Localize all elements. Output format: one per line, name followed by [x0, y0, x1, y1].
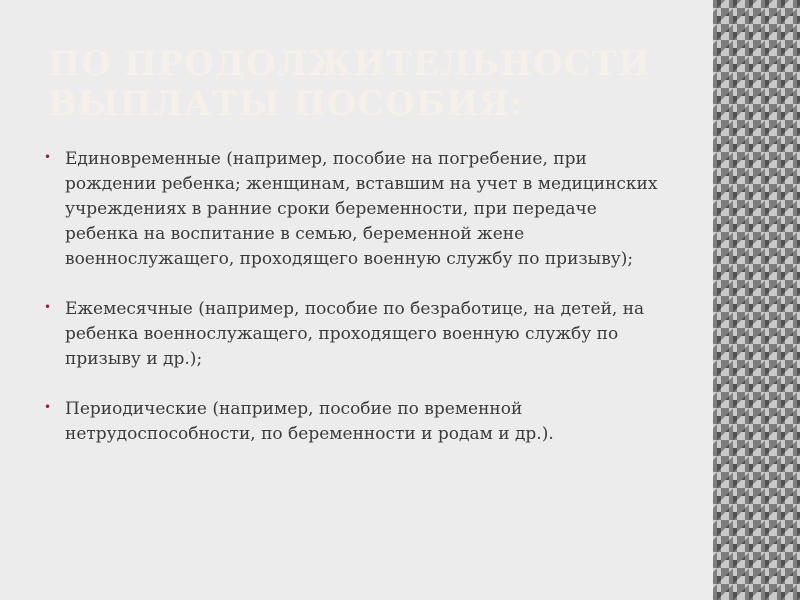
bullet-item-monthly	[44, 297, 664, 372]
bullet-icon: •	[44, 400, 52, 414]
bullet-list	[44, 147, 664, 472]
bullet-item-periodic	[44, 397, 664, 447]
bullet-text: Периодические (например, пособие по временной нетрудоспособности, по беременности и родам и др.).	[65, 399, 554, 444]
bullet-icon: •	[44, 300, 52, 314]
bullet-text: Единовременные (например, пособие на погребение, при рождении ребенка; женщинам, вставшим на учет в медицинских учреждениях в ранние сроки беременности, при передаче ребенка на воспитание в семью, беременной жене военнослужащего, проходящего военную службу по призыву);	[65, 149, 658, 269]
slide-title: ПО ПРОДОЛЖИТЕЛЬНОСТИ ВЫПЛАТЫ ПОСОБИЯ:	[48, 44, 652, 124]
bullet-text: Ежемесячные (например, пособие по безработице, на детей, на ребенка военнослужащего, проходящего военную службу по призыву и др.);	[65, 299, 645, 369]
bullet-icon: •	[44, 150, 52, 164]
bullet-item-one-time	[44, 147, 664, 272]
decorative-diamond-pattern	[713, 0, 800, 600]
